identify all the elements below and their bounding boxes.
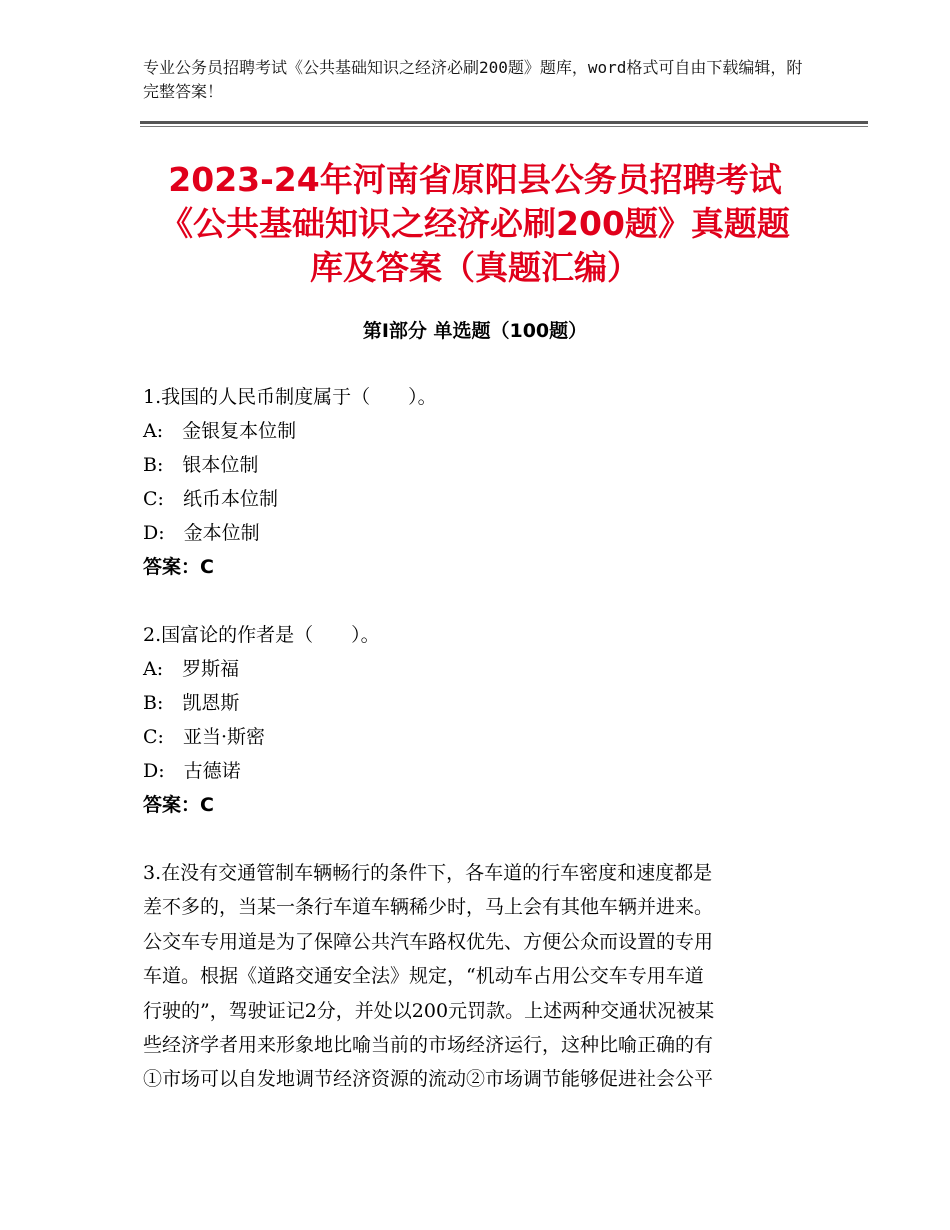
- answer: 答案：C: [143, 556, 214, 578]
- option-c: C: 纸币本位制: [143, 488, 278, 510]
- option-b: B: 银本位制: [143, 454, 259, 476]
- header-divider-thick: [140, 121, 868, 124]
- header-note: 专业公务员招聘考试《公共基础知识之经济必刷200题》题库，word格式可自由下载编辑，附完整答案！: [143, 58, 803, 101]
- question-stem-line: ①市场可以自发地调节经济资源的流动②市场调节能够促进社会公平: [143, 1068, 714, 1091]
- title-line: 2023-24年河南省原阳县公务员招聘考试: [168, 160, 782, 199]
- question-stem-line: 些经济学者用来形象地比喻当前的市场经济运行，这种比喻正确的有: [143, 1033, 714, 1056]
- question-stem: 2.国富论的作者是（ ）。: [143, 624, 380, 646]
- answer: 答案：C: [143, 794, 214, 816]
- option-d: D: 金本位制: [143, 522, 260, 544]
- option-b: B: 凯恩斯: [143, 692, 240, 714]
- question-2: [143, 618, 813, 822]
- option-c: C: 亚当·斯密: [143, 726, 265, 748]
- question-stem-line: 差不多的，当某一条行车道车辆稀少时，马上会有其他车辆并进来。: [143, 896, 714, 919]
- section-heading: 第I部分 单选题（100题）: [362, 320, 588, 342]
- header-divider-thin: [140, 126, 868, 127]
- question-3: [143, 856, 813, 1097]
- option-a: A: 金银复本位制: [143, 420, 297, 442]
- question-1: [143, 380, 813, 584]
- question-stem: 1.我国的人民币制度属于（ ）。: [143, 386, 437, 408]
- question-stem-line: 车道。根据《道路交通安全法》规定，“机动车占用公交车专用车道: [143, 965, 704, 988]
- question-stem-line: 3.在没有交通管制车辆畅行的条件下，各车道的行车密度和速度都是: [143, 862, 713, 884]
- document-title: [140, 158, 810, 290]
- question-stem-line: 公交车专用道是为了保障公共汽车路权优先、方便公众而设置的专用: [143, 930, 714, 953]
- question-stem-line: 行驶的”，驾驶证记2分，并处以200元罚款。上述两种交通状况被某: [143, 999, 715, 1022]
- title-line: 《公共基础知识之经济必刷200题》真题题: [160, 204, 790, 243]
- option-d: D: 古德诺: [143, 760, 241, 782]
- title-line: 库及答案（真题汇编）: [310, 248, 640, 287]
- option-a: A: 罗斯福: [143, 658, 240, 680]
